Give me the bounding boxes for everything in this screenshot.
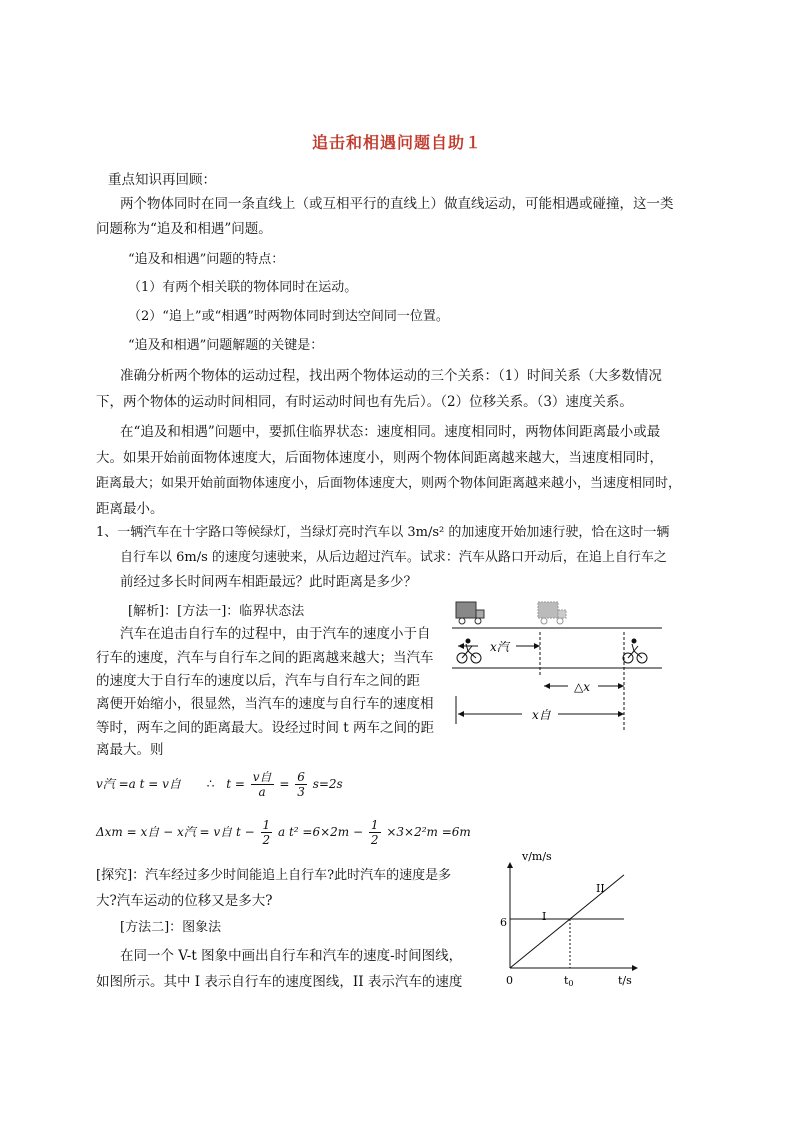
analysis-heading: [解析]：[方法一]：临界状态法 — [128, 604, 305, 619]
feature-title: “追及和相遇”问题的特点： — [128, 252, 285, 267]
intro-line-2: 问题称为“追及和相遇”问题。 — [96, 221, 272, 237]
method-2-line-2: 如图所示。其中 I 表示自行车的速度图线，II 表示汽车的速度 — [96, 974, 463, 990]
x-bike-label: x自 — [532, 708, 551, 722]
fraction-half-2 — [369, 818, 381, 847]
formula-time-result: s=2s — [312, 777, 343, 791]
question-1-line-3: 前经过多长时间两车相距最远？此时距离是多少？ — [120, 574, 417, 590]
formula-equals: = — [279, 777, 290, 791]
analysis-line-6: 离最大。则 — [96, 742, 164, 758]
formula-distance-result: ×3×2²m =6m — [386, 825, 471, 839]
delta-x-label: △x — [574, 680, 590, 694]
car-start-icon — [456, 602, 484, 624]
question-1-line-1: 1、一辆汽车在十字路口等候绿灯，当绿灯亮时汽车以 3m/s² 的加速度开始加速行驶，恰在这时一辆 — [96, 525, 670, 540]
x-axis-arrow — [632, 965, 638, 971]
bicycle-start-icon — [457, 639, 481, 664]
y-tick-6-label: 6 — [500, 916, 507, 929]
formula-distance-middle: a t² =6×2m − — [277, 825, 364, 839]
therefore-symbol: ∴ — [206, 777, 215, 791]
velocity-time-chart — [494, 846, 644, 992]
key-line-2: 下，两个物体的运动时间相同，有时运动时间也有先后）。（2）位移关系。（3）速度关系。 — [96, 394, 633, 410]
x-car-label: x汽 — [490, 640, 509, 654]
fraction-a-denominator: a — [258, 785, 266, 799]
feature-item-2: （2）“追上”或“相遇”时两物体同时到达空间同一位置。 — [128, 309, 449, 324]
explore-line-1: [探究]：汽车经过多少时间能追上自行车?此时汽车的速度是多 — [96, 868, 452, 883]
origin-label: 0 — [506, 974, 513, 987]
critical-line-3: 距离最大；如果开始前面物体速度小，后面物体速度大，则两个物体间距离越来越小，当速度相同时， — [96, 476, 682, 491]
analysis-line-1: 汽车在追击自行车的过程中，由于汽车的速度小于自 — [120, 626, 431, 642]
series-II-label: II — [596, 882, 605, 895]
analysis-line-2: 行车的速度，汽车与自行车之间的距离越来越大；当汽车 — [96, 650, 434, 666]
analysis-line-4: 离便开始缩小，很显然，当汽车的速度与自行车的速度相 — [96, 696, 434, 712]
y-axis-arrow — [507, 862, 513, 868]
fraction-half-1-denominator: 2 — [262, 833, 271, 847]
bicycle-end-icon — [623, 639, 647, 664]
key-line-1: 准确分析两个物体的运动过程，找出两个物体运动的三个关系：（1）时间关系（大多数情况 — [120, 368, 662, 384]
explore-line-2: 大?汽车运动的位移又是多大? — [96, 893, 273, 909]
fraction-3-denominator: 3 — [297, 785, 305, 799]
method-2-heading: [方法二]：图象法 — [120, 920, 222, 935]
fraction-v-numerator: v自 — [252, 770, 272, 784]
fraction-6-numerator: 6 — [297, 770, 305, 784]
fraction-half-2-numerator: 1 — [370, 818, 379, 832]
fraction-half-1 — [261, 818, 273, 847]
formula-distance-left: Δxm = x自 − x汽 = v自 t − — [96, 825, 255, 839]
key-title: “追及和相遇”问题解题的关键是： — [128, 338, 324, 353]
y-axis-label: v/m/s — [522, 850, 552, 863]
analysis-line-5: 等时，两车之间的距离最大。设经过时间 t 两车之间的距 — [96, 720, 435, 736]
series-II-line — [510, 875, 624, 968]
feature-item-1: （1）有两个相关联的物体同时在运动。 — [128, 280, 358, 295]
question-1-line-2: 自行车以 6m/s 的速度匀速驶来，从后边超过汽车。试求：汽车从路口开动后，在追上自行车之 — [120, 550, 667, 565]
motion-diagram — [448, 596, 668, 738]
section-review-heading: 重点知识再回顾： — [108, 172, 216, 188]
fraction-half-1-numerator: 1 — [262, 818, 271, 832]
method-2-line-1: 在同一个 V-t 图象中画出自行车和汽车的速度-时间图线， — [120, 948, 463, 964]
series-I-label: I — [542, 910, 547, 923]
critical-line-1: 在“追及和相遇”问题中，要抓住临界状态：速度相同。速度相同时，两物体间距离最小或最 — [120, 424, 661, 440]
fraction-v-over-a — [251, 770, 274, 799]
analysis-line-3: 的速度大于自行车的速度以后，汽车与自行车之间的距 — [96, 673, 420, 689]
fraction-6-over-3 — [295, 770, 307, 799]
critical-line-2: 大。如果开始前面物体速度大，后面物体速度小，则两个物体间距离越来越大，当速度相同时， — [96, 450, 663, 466]
formula-max-distance — [96, 818, 471, 847]
x-axis-label: t/s — [618, 974, 632, 987]
car-moving-icon — [538, 602, 566, 624]
critical-line-4: 距离最小。 — [96, 501, 164, 517]
page-title: 追击和相遇问题自助１ — [311, 133, 482, 152]
formula-velocity — [96, 770, 343, 799]
x-tick-t0-label: t0 — [564, 974, 574, 988]
intro-line-1: 两个物体同时在同一条直线上（或互相平行的直线上）做直线运动，可能相遇或碰撞，这一类 — [120, 196, 674, 212]
formula-velocity-left: v汽 =a t = v自 — [96, 777, 181, 791]
fraction-half-2-denominator: 2 — [370, 833, 379, 847]
formula-t-label: t = — [226, 777, 245, 791]
